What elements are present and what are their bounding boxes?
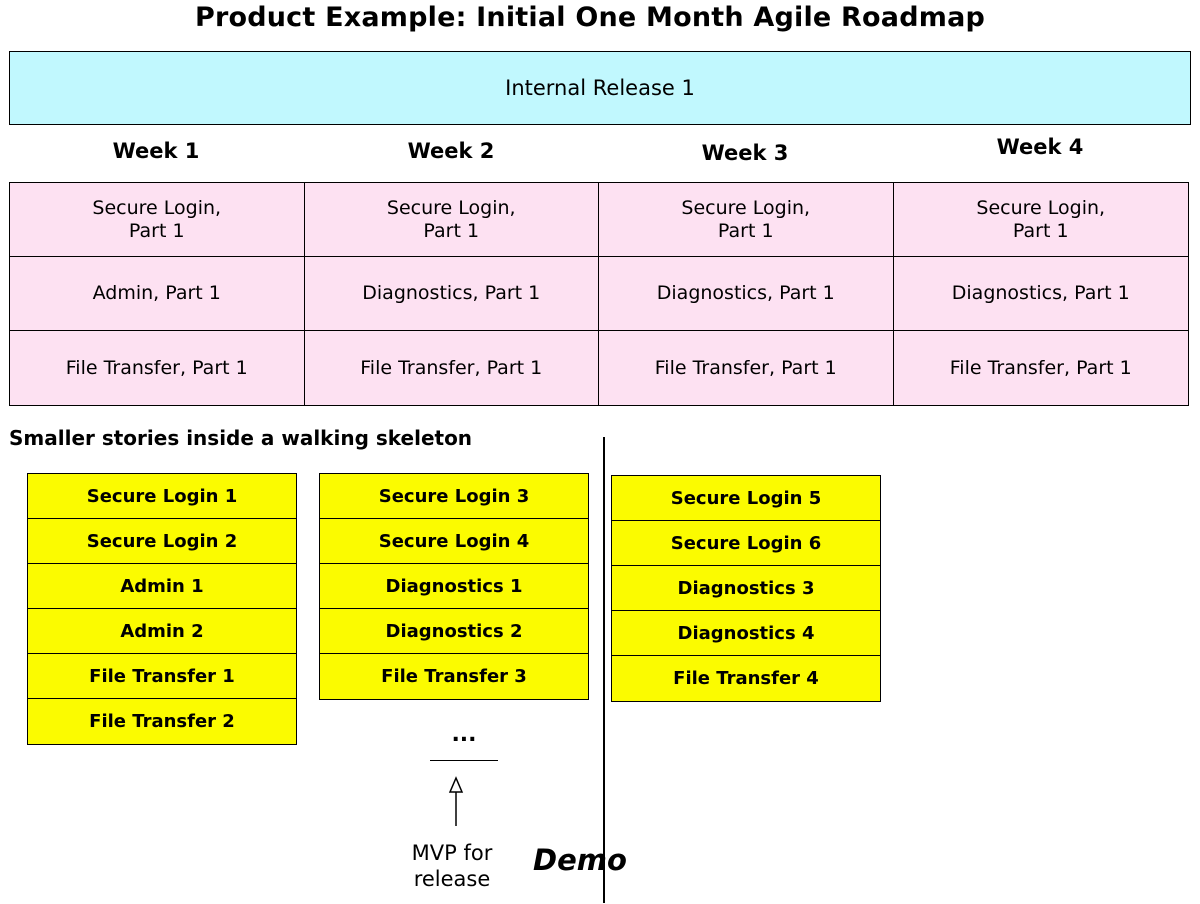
demo-divider [603, 437, 605, 903]
grid-cell: Secure Login, Part 1 [894, 183, 1189, 257]
grid-cell: File Transfer, Part 1 [10, 331, 305, 405]
story-card: Secure Login 1 [28, 474, 296, 519]
story-card: Diagnostics 2 [320, 609, 588, 654]
story-card: File Transfer 3 [381, 666, 527, 687]
release-bar [9, 51, 1191, 125]
more-stories-ellipsis: ... [451, 722, 477, 747]
story-card: File Transfer 4 [673, 668, 819, 689]
story-stack-2 [319, 473, 589, 700]
story-stack-3 [611, 475, 881, 702]
grid-cell: Secure Login, Part 1 [10, 183, 305, 257]
story-stack-1 [27, 473, 297, 745]
grid-cell: File Transfer, Part 1 [305, 331, 600, 405]
story-card: File Transfer 2 [89, 711, 235, 732]
grid-cell: Diagnostics, Part 1 [305, 257, 600, 331]
grid-cell: Secure Login, Part 1 [305, 183, 600, 257]
story-card: Secure Login 5 [612, 476, 880, 521]
grid-cell: File Transfer, Part 1 [949, 356, 1132, 379]
story-card: Diagnostics 3 [612, 566, 880, 611]
story-card: Secure Login 2 [28, 519, 296, 564]
grid-cell: Secure Login, Part 1 [599, 183, 894, 257]
diagram-title: Product Example: Initial One Month Agile Roadmap [194, 2, 986, 33]
grid-cell: Diagnostics, Part 1 [894, 257, 1189, 331]
week-3-label: Week 3 [701, 141, 789, 165]
story-card: Secure Login 3 [320, 474, 588, 519]
story-card: Admin 2 [28, 609, 296, 654]
story-card: Admin 1 [28, 564, 296, 609]
story-card: Secure Login 4 [320, 519, 588, 564]
roadmap-grid [9, 182, 1189, 406]
story-card: Diagnostics 4 [612, 611, 880, 656]
demo-label: Demo [533, 843, 627, 877]
grid-cell: Admin, Part 1 [10, 257, 305, 331]
week-2-label: Week 2 [407, 139, 495, 163]
grid-cell: Diagnostics, Part 1 [599, 257, 894, 331]
story-card: Secure Login 6 [612, 521, 880, 566]
week-4-label: Week 4 [996, 135, 1084, 159]
story-card: File Transfer 1 [28, 654, 296, 699]
mvp-cutoff-line [430, 760, 498, 761]
up-arrow-icon [446, 776, 466, 828]
story-card: Diagnostics 1 [320, 564, 588, 609]
release-label: Internal Release 1 [505, 76, 695, 100]
week-1-label: Week 1 [112, 139, 200, 163]
grid-cell: File Transfer, Part 1 [599, 331, 894, 405]
mvp-label: MVP for release [411, 841, 493, 892]
walking-skeleton-heading: Smaller stories inside a walking skeleton [9, 426, 473, 450]
